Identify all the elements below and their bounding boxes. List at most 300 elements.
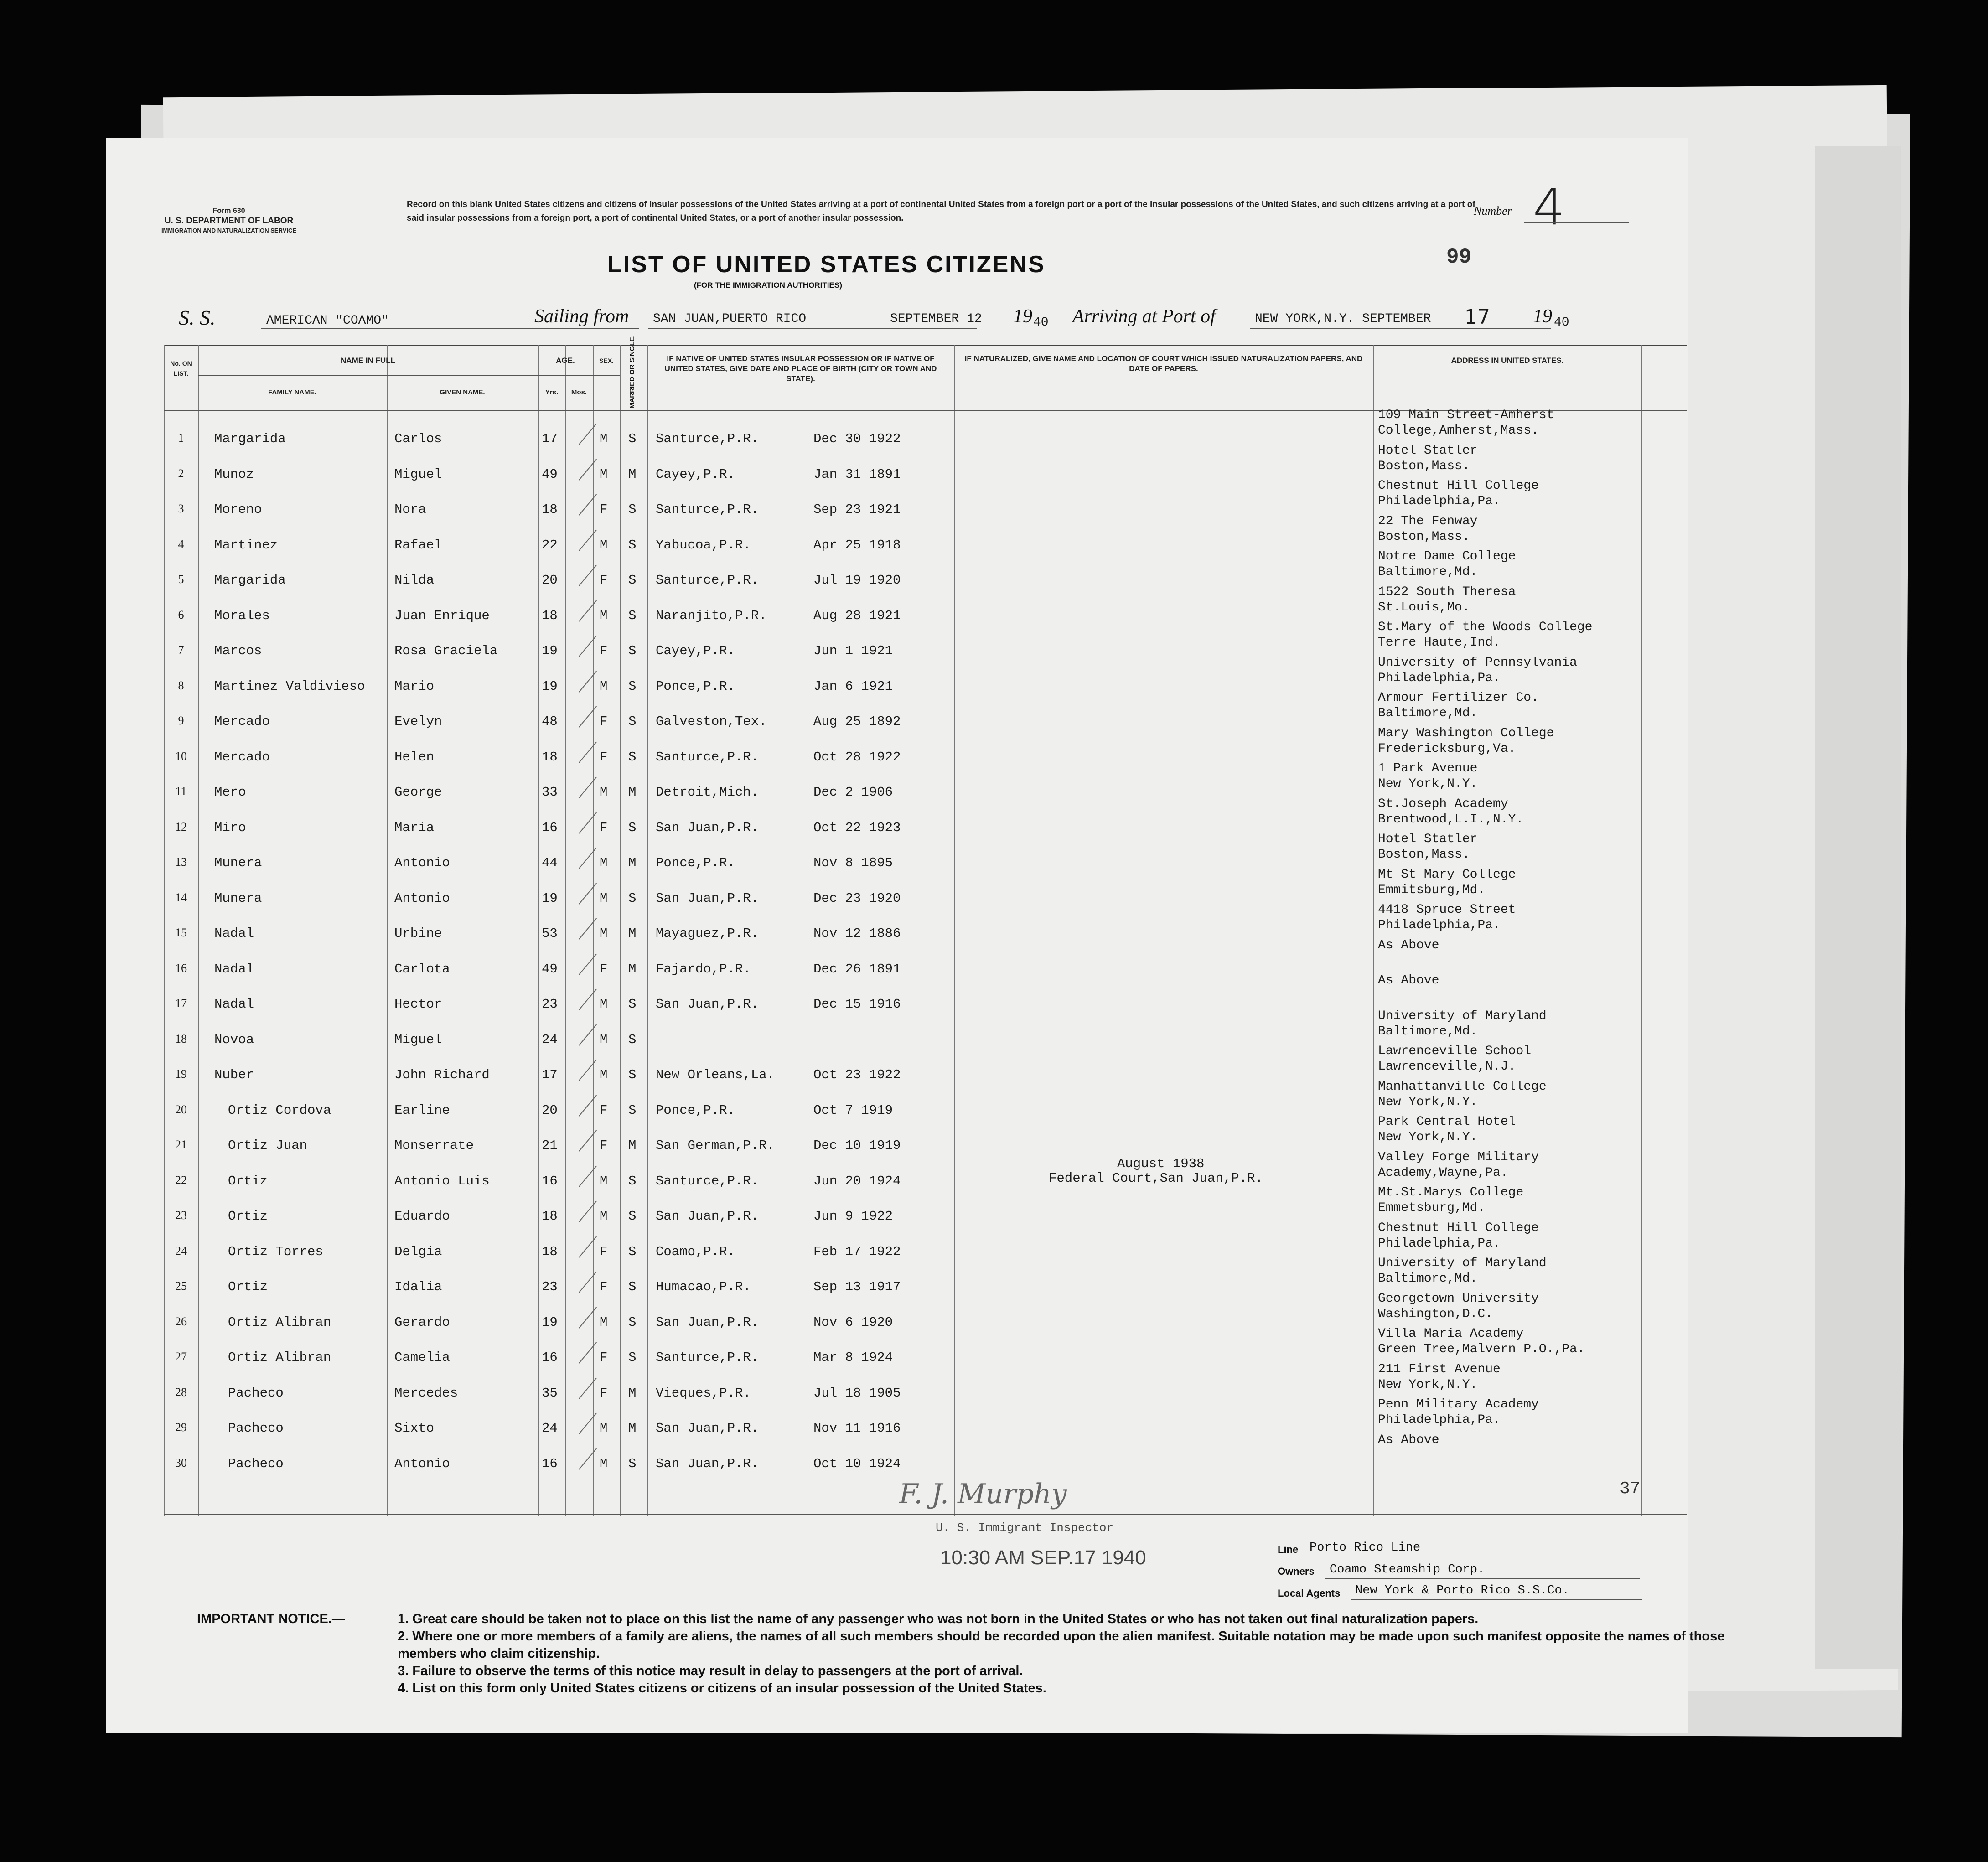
row-number: 27 [175,1350,187,1363]
sex: M [600,1174,608,1189]
address-line-1: 1522 South Theresa [1378,585,1516,599]
birth-date: Jul 19 1920 [813,573,901,588]
row-number: 18 [175,1032,187,1045]
sex: M [600,1456,608,1471]
age-years: 16 [542,1174,558,1189]
given-name: Carlos [394,431,442,446]
marital-status: S [628,502,637,517]
col-rule [1373,345,1374,1516]
given-name: Rosa Graciela [394,643,498,658]
given-name: Hector [394,997,442,1012]
family-name: Moreno [214,502,262,517]
notice-item-2: 2. Where one or more members of a family are aliens, the names of all such members should be recorded upon the alien manifest. Suitable notation may be made upon such manifest opposite the names of those members who claim citizenship. [398,1629,1725,1661]
row-number: 5 [178,573,184,586]
address-line-1: University of Maryland [1378,1009,1547,1023]
family-name: Morales [214,608,270,623]
address-line-2: Philadelphia,Pa. [1378,1236,1501,1251]
row-number: 20 [175,1103,187,1116]
birth-place: San Juan,P.R. [656,891,759,906]
ss-label: S. S. [179,306,216,329]
row-number: 17 [175,997,187,1010]
birth-date: Aug 28 1921 [813,608,901,623]
address-line-1: Georgetown University [1378,1292,1539,1306]
family-name: Miro [214,820,246,835]
given-name: John Richard [394,1067,490,1082]
given-name: Carlota [394,962,450,977]
marital-status: M [628,785,637,800]
sex: F [600,502,608,517]
birth-date: Sep 13 1917 [813,1279,901,1294]
family-name: Munera [214,891,262,906]
row-number: 28 [175,1386,187,1399]
family-name: Ortiz [228,1209,268,1224]
col-yrs: Yrs. [545,388,559,396]
age-years: 19 [542,891,558,906]
page-title: LIST OF UNITED STATES CITIZENS [607,251,1046,278]
col-address: ADDRESS IN UNITED STATES. [1451,356,1564,365]
sex: F [600,962,608,977]
sex: M [600,785,608,800]
bottom-rule [164,1514,1687,1515]
family-name: Marcos [214,643,262,658]
family-name: Margarida [214,573,286,588]
marital-status: S [628,1209,637,1224]
address-line-1: 109 Main Street-Amherst [1378,408,1554,422]
birth-place: San Juan,P.R. [656,1209,759,1224]
form-number: Form 630 [212,207,245,215]
birth-date: Jun 20 1924 [813,1174,901,1189]
age-years: 23 [542,997,558,1012]
marital-status: S [628,573,637,588]
birth-date: Dec 26 1891 [813,962,901,977]
marital-status: S [628,1279,637,1294]
age-years: 18 [542,608,558,623]
marital-status: S [628,1244,637,1259]
marital-status: M [628,1421,637,1436]
marital-status: S [628,643,637,658]
address-line-2: New York,N.Y. [1378,1095,1478,1109]
birth-date: Nov 11 1916 [813,1421,901,1436]
birth-place: Ponce,P.R. [656,679,735,694]
given-name: Miguel [394,467,442,482]
sex: F [600,573,608,588]
sailing-year: 40 [1033,316,1049,330]
address-line-2: Fredericksburg,Va. [1378,742,1516,756]
address-line-2: Philadelphia,Pa. [1378,671,1501,685]
marital-status: M [628,926,637,941]
line-label: Line [1278,1544,1299,1555]
row-number: 24 [175,1244,187,1257]
address-line-1: 4418 Spruce Street [1378,903,1516,917]
birth-date: Jan 31 1891 [813,467,901,482]
side-sheet-edge [1815,146,1901,1669]
number-label: Number [1474,204,1512,217]
inspector-title: U. S. Immigrant Inspector [936,1521,1114,1535]
birth-place: Coamo,P.R. [656,1244,735,1259]
naturalization-date: August 1938 [1117,1156,1205,1171]
age-years: 18 [542,750,558,765]
family-name: Ortiz Alibran [228,1350,331,1365]
marital-status: M [628,467,637,482]
row-number: 16 [175,962,187,975]
family-name: Nadal [214,997,254,1012]
address-line-1: Mary Washington College [1378,726,1554,740]
row-number: 26 [175,1315,187,1328]
age-years: 35 [542,1386,558,1401]
address-line-1: Armour Fertilizer Co. [1378,691,1539,705]
given-name: Camelia [394,1350,450,1365]
sailing-from: SAN JUAN,PUERTO RICO [653,312,807,326]
manifest-page [106,138,1725,1733]
sex: M [600,608,608,623]
family-name: Ortiz [228,1279,268,1294]
address-line-1: As Above [1378,973,1439,988]
service: IMMIGRATION AND NATURALIZATION SERVICE [161,227,297,234]
owners-label: Owners [1278,1566,1315,1577]
col-rule [620,345,621,1516]
birth-date: Feb 17 1922 [813,1244,901,1259]
row-number: 4 [178,538,184,551]
sex: F [600,714,608,729]
col-rule [198,345,199,1516]
family-name: Martinez [214,538,278,553]
birth-date: Dec 15 1916 [813,997,901,1012]
age-years: 18 [542,502,558,517]
birth-date: Oct 7 1919 [813,1103,893,1118]
birth-place: Santurce,P.R. [656,750,759,765]
address-line-2: Baltimore,Md. [1378,706,1478,720]
address-line-2: Academy,Wayne,Pa. [1378,1166,1508,1180]
age-years: 18 [542,1244,558,1259]
sailing-year-prefix: 19 [1013,306,1032,327]
age-years: 22 [542,538,558,553]
family-name: Nadal [214,962,254,977]
row-number: 14 [175,891,187,904]
row-number: 12 [175,820,187,833]
birth-place: San Juan,P.R. [656,1421,759,1436]
address-line-1: Hotel Statler [1378,444,1478,458]
family-name: Pacheco [228,1456,284,1471]
age-years: 18 [542,1209,558,1224]
marital-status: S [628,679,637,694]
given-name: Idalia [394,1279,442,1294]
marital-status: S [628,1174,637,1189]
sex: F [600,1103,608,1118]
sex: M [600,855,608,870]
arriving-year-prefix: 19 [1533,306,1552,327]
birth-place: Vieques,P.R. [656,1386,751,1401]
given-name: Evelyn [394,714,442,729]
owners-value: Coamo Steamship Corp. [1330,1563,1485,1577]
age-years: 24 [542,1032,558,1047]
address-line-1: Chestnut Hill College [1378,479,1539,493]
ship-name: AMERICAN "COAMO" [266,314,389,328]
given-name: Helen [394,750,435,765]
given-name: Antonio [394,1456,450,1471]
address-line-1: As Above [1378,1433,1439,1447]
marital-status: S [628,608,637,623]
family-name: Mero [214,785,246,800]
sailing-label: Sailing from [534,306,629,327]
marital-status: S [628,538,637,553]
address-line-1: 22 The Fenway [1378,514,1478,528]
birth-place: Ponce,P.R. [656,1103,735,1118]
address-line-1: University of Pennsylvania [1378,656,1577,670]
sex: M [600,679,608,694]
notice-heading: IMPORTANT NOTICE.— [197,1612,345,1626]
birth-place: Mayaguez,P.R. [656,926,759,941]
birth-date: Jan 6 1921 [813,679,893,694]
address-line-1: Mt.St.Marys College [1378,1185,1524,1200]
department: U. S. DEPARTMENT OF LABOR [164,216,294,226]
age-years: 53 [542,926,558,941]
marital-status: S [628,891,637,906]
arriving-underline [1250,328,1551,329]
marital-status: S [628,714,637,729]
birth-place: San Juan,P.R. [656,1456,759,1471]
family-name: Pacheco [228,1386,284,1401]
arriving-year: 40 [1554,316,1569,330]
birth-place: Cayey,P.R. [656,467,735,482]
row-number: 23 [175,1209,187,1222]
age-years: 19 [542,643,558,658]
number-value: 4 [1533,178,1565,236]
age-years: 48 [542,714,558,729]
sailing-underline [648,328,977,329]
given-name: Rafael [394,538,442,553]
birth-date: Jun 1 1921 [813,643,893,658]
age-years: 16 [542,1456,558,1471]
row-number: 13 [175,855,187,869]
family-name: Ortiz Alibran [228,1315,331,1330]
col-rule [593,345,594,1516]
col-mos: Mos. [571,388,587,396]
address-line-2: Green Tree,Malvern P.O.,Pa. [1378,1342,1585,1356]
given-name: Maria [394,820,435,835]
birth-date: Dec 2 1906 [813,785,893,800]
birth-date: Jul 18 1905 [813,1386,901,1401]
family-name: Martinez Valdivieso [214,679,365,694]
given-name: Miguel [394,1032,442,1047]
given-name: Mercedes [394,1386,458,1401]
family-name: Mercado [214,750,270,765]
row-number: 9 [178,714,184,727]
family-name: Novoa [214,1032,254,1047]
birth-place: Ponce,P.R. [656,855,735,870]
col-birthplace: IF NATIVE OF UNITED STATES INSULAR POSSESSION OR IF NATIVE OF UNITED STATES, GIVE DATE AND PLACE OF BIRTH (CITY OR TOWN AND STATE). [664,354,937,383]
sex: M [600,997,608,1012]
sex: M [600,1315,608,1330]
given-name: Nora [394,502,426,517]
address-line-1: Mt St Mary College [1378,868,1516,882]
sex: F [600,1350,608,1365]
address-line-2: St.Louis,Mo. [1378,600,1470,615]
age-years: 20 [542,1103,558,1118]
given-name: Antonio [394,891,450,906]
sex: F [600,1138,608,1153]
sex: F [600,1279,608,1294]
address-line-1: Notre Dame College [1378,549,1516,564]
age-years: 16 [542,1350,558,1365]
address-line-1: Lawrenceville School [1378,1044,1532,1058]
given-name: Antonio [394,855,450,870]
address-line-1: Park Central Hotel [1378,1115,1516,1129]
notice-item-4: 4. List on this form only United States citizens or citizens of an insular possession of the United States. [398,1681,1046,1696]
col-rule [954,345,955,1516]
marital-status: S [628,997,637,1012]
address-line-1: 1 Park Avenue [1378,761,1478,776]
col-rule [647,345,648,1516]
family-name: Munoz [214,467,254,482]
family-name: Munera [214,855,262,870]
birth-place: Santurce,P.R. [656,573,759,588]
birth-date: Aug 25 1892 [813,714,901,729]
birth-date: Nov 8 1895 [813,855,893,870]
agents-underline [1351,1599,1642,1600]
given-name: Antonio Luis [394,1174,490,1189]
address-line-2: College,Amherst,Mass. [1378,424,1539,438]
given-name: Sixto [394,1421,435,1436]
given-name: Mario [394,679,435,694]
birth-date: Oct 28 1922 [813,750,901,765]
sex: M [600,1421,608,1436]
row-number: 11 [175,785,187,798]
arriving-label: Arriving at Port of [1072,306,1216,327]
address-line-1: As Above [1378,938,1439,952]
sex: M [600,926,608,941]
age-years: 16 [542,820,558,835]
given-name: Delgia [394,1244,442,1259]
row-number: 22 [175,1174,187,1187]
address-line-1: St.Mary of the Woods College [1378,620,1593,634]
marital-status: S [628,1350,637,1365]
row-number: 1 [178,431,184,445]
col-rule [538,345,539,1516]
birth-place: Naranjito,P.R. [656,608,767,623]
marital-status: S [628,1456,637,1471]
address-line-1: Hotel Statler [1378,832,1478,846]
birth-date: Oct 10 1924 [813,1456,901,1471]
marital-status: S [628,431,637,446]
row-number: 21 [175,1138,187,1151]
sex: F [600,750,608,765]
notice-item-3: 3. Failure to observe the terms of this notice may result in delay to passengers at the port of arrival. [398,1664,1023,1678]
sex: M [600,431,608,446]
marital-status: M [628,1386,637,1401]
birth-place: San Juan,P.R. [656,1315,759,1330]
address-line-1: Villa Maria Academy [1378,1327,1524,1341]
birth-place: Santurce,P.R. [656,1174,759,1189]
marital-status: M [628,855,637,870]
row-number: 10 [175,750,187,763]
family-name: Nuber [214,1067,254,1082]
birth-date: Mar 8 1924 [813,1350,893,1365]
col-naturalized: IF NATURALIZED, GIVE NAME AND LOCATION OF COURT WHICH ISSUED NATURALIZATION PAPERS, AND DATE OF PAPERS. [964,354,1363,373]
age-years: 19 [542,1315,558,1330]
marital-status: M [628,962,637,977]
birth-place: Santurce,P.R. [656,502,759,517]
marital-status: S [628,1103,637,1118]
given-name: Juan Enrique [394,608,490,623]
col-given-name: GIVEN NAME. [440,388,485,396]
row-number: 19 [175,1067,187,1081]
family-name: Margarida [214,431,286,446]
page-subtitle: (FOR THE IMMIGRATION AUTHORITIES) [694,281,842,290]
line-value: Porto Rico Line [1310,1541,1421,1555]
col-family-name: FAMILY NAME. [268,388,316,396]
agents-label: Local Agents [1278,1588,1341,1599]
family-name: Pacheco [228,1421,284,1436]
notice-item-1: 1. Great care should be taken not to place on this list the name of any passenger who was not born in the United States or who has not taken out final naturalization papers. [398,1612,1479,1626]
marital-status: S [628,750,637,765]
address-line-2: Terre Haute,Ind. [1378,636,1501,650]
birth-place: Humacao,P.R. [656,1279,751,1294]
row-number: 25 [175,1279,187,1293]
marital-status: M [628,1138,637,1153]
age-years: 49 [542,467,558,482]
address-line-2: Philadelphia,Pa. [1378,1413,1501,1427]
address-line-1: Penn Military Academy [1378,1397,1539,1412]
marital-status: S [628,1032,637,1047]
given-name: Eduardo [394,1209,450,1224]
important-notice [197,1610,1747,1697]
col-age: AGE. [556,356,575,365]
sex: F [600,1386,608,1401]
birth-date: Sep 23 1921 [813,502,901,517]
birth-place: San German,P.R. [656,1138,775,1153]
agents-value: New York & Porto Rico S.S.Co. [1355,1584,1569,1598]
row-number: 29 [175,1421,187,1434]
date-stamp: 10:30 AM SEP.17 1940 [940,1546,1146,1569]
birth-place: New Orleans,La. [656,1067,775,1082]
birth-place: San Juan,P.R. [656,820,759,835]
row-number: 30 [175,1456,187,1469]
address-line-2: Emmitsburg,Md. [1378,883,1486,897]
address-line-2: Emmetsburg,Md. [1378,1201,1486,1215]
owners-underline [1325,1578,1640,1579]
row-number: 2 [178,467,184,480]
family-name: Ortiz Torres [228,1244,323,1259]
birth-place: Cayey,P.R. [656,643,735,658]
address-line-2: New York,N.Y. [1378,777,1478,791]
age-years: 33 [542,785,558,800]
row-number: 3 [178,502,184,515]
family-name: Ortiz Juan [228,1138,308,1153]
sailing-date: SEPTEMBER 12 [890,312,982,326]
address-line-1: University of Maryland [1378,1256,1547,1270]
naturalization-court: Federal Court,San Juan,P.R. [1049,1171,1263,1186]
given-name: Urbine [394,926,442,941]
number-underline [1524,222,1629,223]
given-name: Earline [394,1103,450,1118]
passenger-table [164,335,1687,1516]
address-line-2: Brentwood,L.I.,N.Y. [1378,812,1524,827]
birth-date: Dec 23 1920 [813,891,901,906]
col-rule [565,345,566,1516]
marital-status: S [628,1315,637,1330]
row-number: 15 [175,926,187,939]
address-line-1: Manhattanville College [1378,1080,1547,1094]
birth-place: Santurce,P.R. [656,431,759,446]
birth-date: Nov 12 1886 [813,926,901,941]
birth-place: Fajardo,P.R. [656,962,751,977]
sex: F [600,820,608,835]
given-name: George [394,785,442,800]
age-years: 23 [542,1279,558,1294]
given-name: Monserrate [394,1138,474,1153]
age-years: 17 [542,1067,558,1082]
sex: M [600,1067,608,1082]
